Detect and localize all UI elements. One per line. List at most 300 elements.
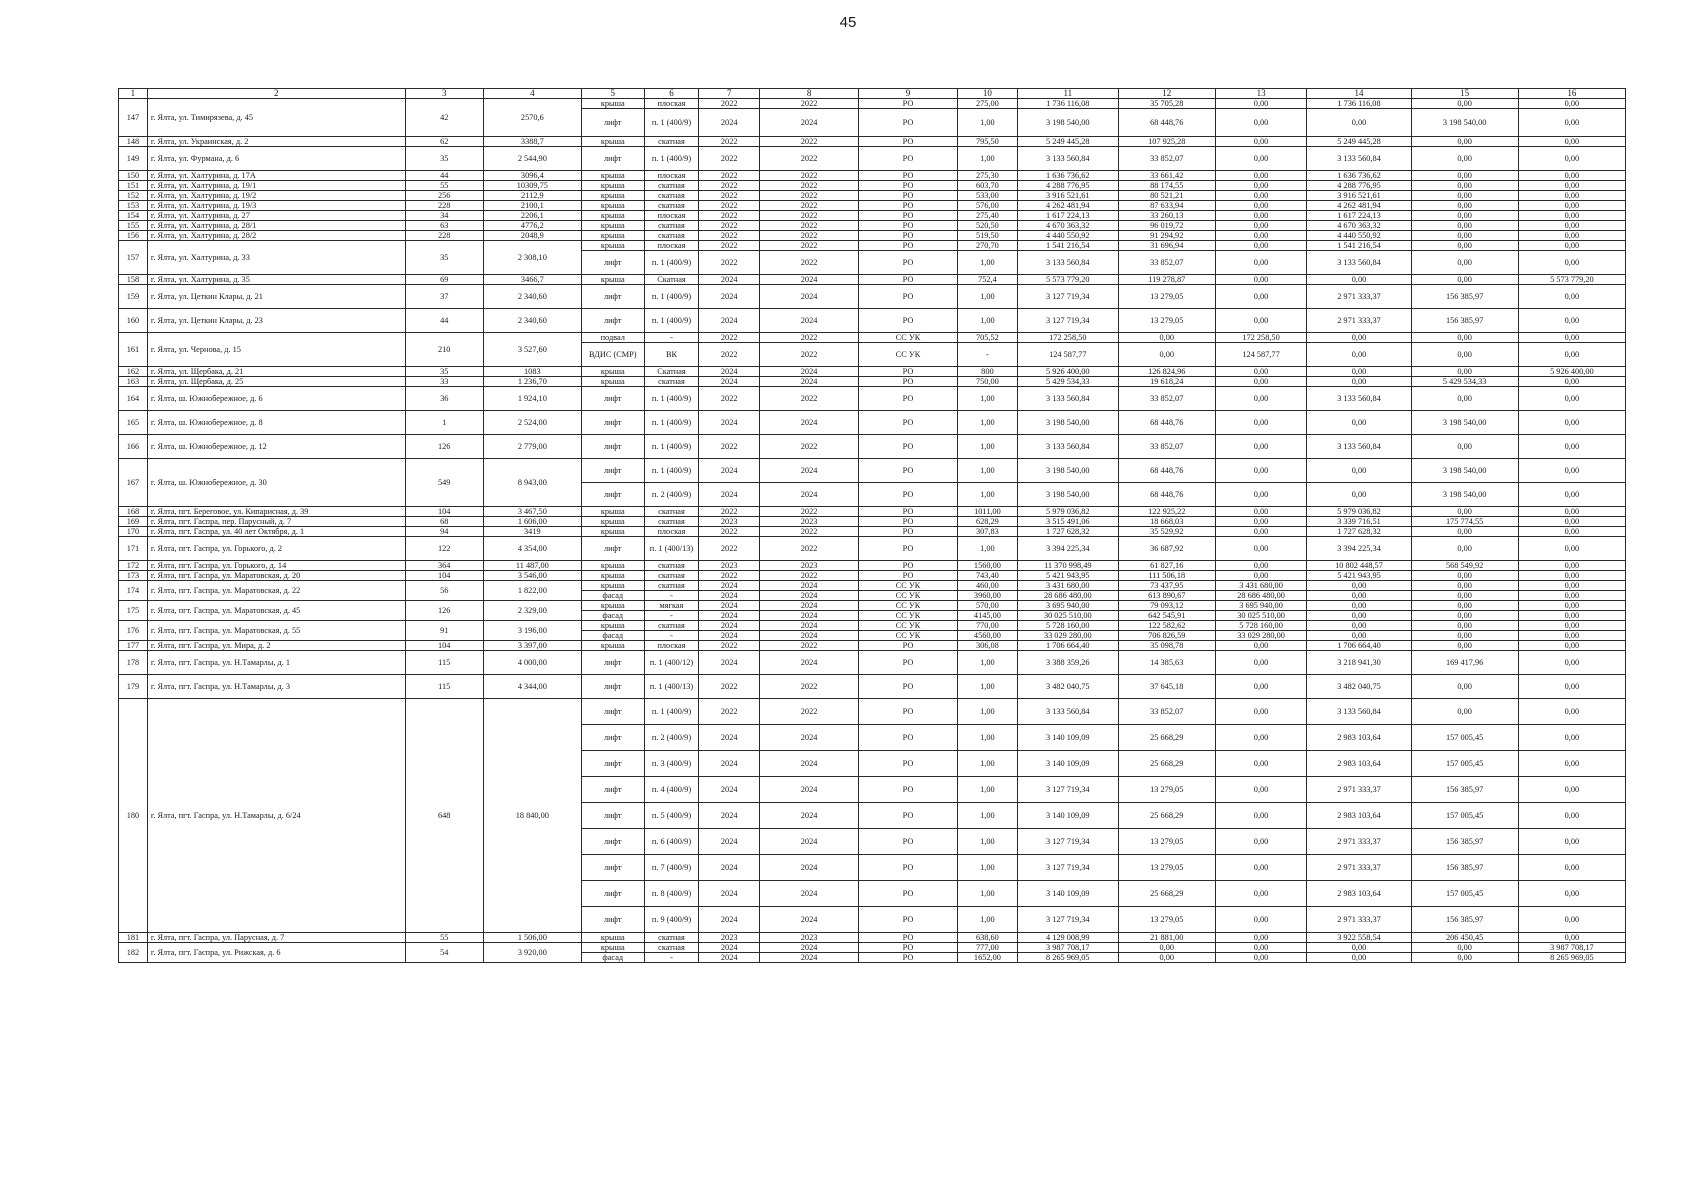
owner-funds: 0,00: [1215, 855, 1307, 881]
funding-source: РО: [859, 527, 958, 537]
funding-source: РО: [859, 221, 958, 231]
total-cost: 3 394 225,34: [1017, 537, 1118, 561]
table-row: [119, 137, 1626, 147]
column-header-15: 15: [1411, 89, 1518, 99]
address-cell: г. Ялта, пгт. Гаспра, пер. Парусный, д. 7: [147, 517, 405, 527]
year-planned: 2022: [699, 333, 760, 343]
total-cost: 33 029 280,00: [1017, 631, 1118, 641]
fund-2022: 3 133 560,84: [1307, 147, 1411, 171]
apartments-count: 549: [405, 459, 483, 507]
owner-funds: 0,00: [1215, 147, 1307, 171]
volume: 1652,00: [958, 953, 1018, 963]
fund-2023: 0,00: [1411, 333, 1518, 343]
year-actual: 2023: [760, 933, 859, 943]
funding-source: РО: [859, 181, 958, 191]
year-actual: 2024: [760, 881, 859, 907]
fund-2023: 0,00: [1411, 581, 1518, 591]
owner-funds: 0,00: [1215, 933, 1307, 943]
fund-2022: 0,00: [1307, 483, 1411, 507]
fund-2022: 10 802 448,57: [1307, 561, 1411, 571]
owner-funds: 0,00: [1215, 171, 1307, 181]
volume: 800: [958, 367, 1018, 377]
total-cost: 1 736 116,08: [1017, 99, 1118, 109]
table-row: [119, 171, 1626, 181]
year-planned: 2024: [699, 309, 760, 333]
apartments-count: 122: [405, 537, 483, 561]
column-header-6: 6: [644, 89, 699, 99]
cost-per-unit: 13 279,05: [1118, 907, 1215, 933]
apartments-count: 33: [405, 377, 483, 387]
total-cost: 124 587,77: [1017, 343, 1118, 367]
apartments-count: 35: [405, 241, 483, 275]
funding-source: РО: [859, 435, 958, 459]
work-detail: п. 1 (400/9): [644, 435, 699, 459]
funding-source: РО: [859, 251, 958, 275]
owner-funds: 0,00: [1215, 483, 1307, 507]
work-type: крыша: [581, 275, 644, 285]
work-detail: п. 1 (400/13): [644, 675, 699, 699]
owner-funds: 0,00: [1215, 561, 1307, 571]
owner-funds: 33 029 280,00: [1215, 631, 1307, 641]
fund-2024: 0,00: [1518, 631, 1625, 641]
cost-per-unit: 79 093,12: [1118, 601, 1215, 611]
year-planned: 2024: [699, 367, 760, 377]
cost-per-unit: 107 925,28: [1118, 137, 1215, 147]
work-detail: -: [644, 953, 699, 963]
apartments-count: 210: [405, 333, 483, 367]
work-detail: п. 9 (400/9): [644, 907, 699, 933]
fund-2022: 0,00: [1307, 367, 1411, 377]
funding-source: РО: [859, 459, 958, 483]
column-header-2: 2: [147, 89, 405, 99]
address-cell: г. Ялта, пгт. Гаспра, ул. Парусная, д. 7: [147, 933, 405, 943]
year-actual: 2024: [760, 377, 859, 387]
work-detail: Скатная: [644, 367, 699, 377]
year-actual: 2024: [760, 953, 859, 963]
address-cell: г. Ялта, пгт. Гаспра, ул. Маратовская, д. 45: [147, 601, 405, 621]
volume: 460,00: [958, 581, 1018, 591]
cost-per-unit: 33 852,07: [1118, 251, 1215, 275]
owner-funds: 0,00: [1215, 881, 1307, 907]
apartments-count: 104: [405, 507, 483, 517]
table-row: [119, 201, 1626, 211]
work-type: крыша: [581, 561, 644, 571]
work-type: крыша: [581, 137, 644, 147]
fund-2022: 0,00: [1307, 621, 1411, 631]
year-actual: 2022: [760, 343, 859, 367]
year-actual: 2023: [760, 517, 859, 527]
owner-funds: 172 258,50: [1215, 333, 1307, 343]
address-cell: г. Ялта, ул. Халтурина, д. 27: [147, 211, 405, 221]
address-cell: г. Ялта, ул. Халтурина, д. 28/2: [147, 231, 405, 241]
building-area: 2 779,00: [483, 435, 581, 459]
fund-2022: 1 736 116,08: [1307, 99, 1411, 109]
fund-2022: 3 916 521,61: [1307, 191, 1411, 201]
building-area: 3 920,00: [483, 943, 581, 963]
year-actual: 2024: [760, 829, 859, 855]
funding-source: РО: [859, 571, 958, 581]
work-detail: п. 1 (400/9): [644, 411, 699, 435]
table-row: [119, 571, 1626, 581]
owner-funds: 124 587,77: [1215, 343, 1307, 367]
volume: 275,40: [958, 211, 1018, 221]
owner-funds: 0,00: [1215, 507, 1307, 517]
cost-per-unit: 25 668,29: [1118, 803, 1215, 829]
owner-funds: 0,00: [1215, 829, 1307, 855]
cost-per-unit: 13 279,05: [1118, 829, 1215, 855]
year-actual: 2022: [760, 641, 859, 651]
cost-per-unit: 14 385,63: [1118, 651, 1215, 675]
repair-program-table: [118, 88, 1626, 963]
address-cell: г. Ялта, ул. Халтурина, д. 19/2: [147, 191, 405, 201]
building-area: 3 467,50: [483, 507, 581, 517]
fund-2024: 0,00: [1518, 507, 1625, 517]
fund-2023: 157 005,45: [1411, 803, 1518, 829]
year-planned: 2023: [699, 933, 760, 943]
year-planned: 2022: [699, 699, 760, 725]
year-planned: 2024: [699, 651, 760, 675]
fund-2023: 0,00: [1411, 571, 1518, 581]
cost-per-unit: 33 852,07: [1118, 387, 1215, 411]
volume: 3960,00: [958, 591, 1018, 601]
work-detail: п. 1 (400/9): [644, 699, 699, 725]
work-type: крыша: [581, 621, 644, 631]
year-planned: 2024: [699, 611, 760, 621]
owner-funds: 0,00: [1215, 137, 1307, 147]
building-area: 4 354,00: [483, 537, 581, 561]
row-number: 147: [119, 99, 148, 137]
volume: 1,00: [958, 285, 1018, 309]
total-cost: 3 133 560,84: [1017, 147, 1118, 171]
funding-source: РО: [859, 109, 958, 137]
apartments-count: 115: [405, 675, 483, 699]
table-row: [119, 181, 1626, 191]
year-planned: 2022: [699, 171, 760, 181]
owner-funds: 0,00: [1215, 191, 1307, 201]
volume: 1,00: [958, 725, 1018, 751]
row-number: 154: [119, 211, 148, 221]
year-planned: 2022: [699, 435, 760, 459]
total-cost: 1 636 736,62: [1017, 171, 1118, 181]
total-cost: 3 133 560,84: [1017, 251, 1118, 275]
owner-funds: 0,00: [1215, 275, 1307, 285]
owner-funds: 0,00: [1215, 943, 1307, 953]
total-cost: 3 133 560,84: [1017, 387, 1118, 411]
work-type: крыша: [581, 527, 644, 537]
year-actual: 2022: [760, 137, 859, 147]
table-row: [119, 601, 1626, 611]
total-cost: 3 198 540,00: [1017, 411, 1118, 435]
cost-per-unit: 18 668,03: [1118, 517, 1215, 527]
fund-2022: 3 394 225,34: [1307, 537, 1411, 561]
fund-2024: 0,00: [1518, 651, 1625, 675]
fund-2023: 0,00: [1411, 675, 1518, 699]
work-type: крыша: [581, 191, 644, 201]
owner-funds: 0,00: [1215, 201, 1307, 211]
owner-funds: 0,00: [1215, 231, 1307, 241]
column-header-3: 3: [405, 89, 483, 99]
work-detail: п. 1 (400/12): [644, 651, 699, 675]
building-area: 2048,9: [483, 231, 581, 241]
fund-2022: 5 979 036,82: [1307, 507, 1411, 517]
fund-2024: 0,00: [1518, 537, 1625, 561]
cost-per-unit: 0,00: [1118, 953, 1215, 963]
owner-funds: 0,00: [1215, 699, 1307, 725]
row-number: 175: [119, 601, 148, 621]
year-actual: 2024: [760, 483, 859, 507]
volume: 1,00: [958, 459, 1018, 483]
funding-source: РО: [859, 231, 958, 241]
work-detail: скатная: [644, 507, 699, 517]
total-cost: 3 133 560,84: [1017, 435, 1118, 459]
year-planned: 2022: [699, 641, 760, 651]
fund-2022: 0,00: [1307, 333, 1411, 343]
volume: 520,50: [958, 221, 1018, 231]
apartments-count: 68: [405, 517, 483, 527]
row-number: 150: [119, 171, 148, 181]
apartments-count: 94: [405, 527, 483, 537]
funding-source: РО: [859, 147, 958, 171]
fund-2022: 2 971 333,37: [1307, 285, 1411, 309]
fund-2023: 0,00: [1411, 621, 1518, 631]
work-type: лифт: [581, 411, 644, 435]
total-cost: 1 617 224,13: [1017, 211, 1118, 221]
work-detail: плоская: [644, 99, 699, 109]
year-planned: 2024: [699, 285, 760, 309]
cost-per-unit: 25 668,29: [1118, 751, 1215, 777]
cost-per-unit: 13 279,05: [1118, 777, 1215, 803]
total-cost: 8 265 969,05: [1017, 953, 1118, 963]
fund-2022: 2 971 333,37: [1307, 829, 1411, 855]
work-detail: п. 1 (400/9): [644, 459, 699, 483]
address-cell: г. Ялта, ул. Халтурина, д. 19/1: [147, 181, 405, 191]
work-detail: ВК: [644, 343, 699, 367]
building-area: 2 329,00: [483, 601, 581, 621]
fund-2023: 0,00: [1411, 201, 1518, 211]
table-header: [119, 89, 1626, 99]
table-row: [119, 275, 1626, 285]
work-type: крыша: [581, 99, 644, 109]
volume: 1,00: [958, 387, 1018, 411]
table-row: [119, 147, 1626, 171]
work-type: лифт: [581, 907, 644, 933]
fund-2022: 3 133 560,84: [1307, 251, 1411, 275]
apartments-count: 648: [405, 699, 483, 933]
fund-2022: 2 971 333,37: [1307, 309, 1411, 333]
fund-2022: 0,00: [1307, 631, 1411, 641]
funding-source: СС УК: [859, 591, 958, 601]
fund-2024: 0,00: [1518, 181, 1625, 191]
work-detail: плоская: [644, 171, 699, 181]
column-header-8: 8: [760, 89, 859, 99]
work-type: крыша: [581, 377, 644, 387]
total-cost: 5 421 943,95: [1017, 571, 1118, 581]
fund-2022: 0,00: [1307, 459, 1411, 483]
table-body: [119, 99, 1626, 963]
apartments-count: 54: [405, 943, 483, 963]
work-type: крыша: [581, 581, 644, 591]
fund-2023: 156 385,97: [1411, 309, 1518, 333]
building-area: 10309,75: [483, 181, 581, 191]
fund-2023: 0,00: [1411, 591, 1518, 601]
table-row: [119, 621, 1626, 631]
fund-2023: 0,00: [1411, 211, 1518, 221]
fund-2023: 0,00: [1411, 367, 1518, 377]
fund-2024: 0,00: [1518, 483, 1625, 507]
building-area: 2 544,90: [483, 147, 581, 171]
year-planned: 2024: [699, 109, 760, 137]
apartments-count: 44: [405, 309, 483, 333]
fund-2023: 0,00: [1411, 387, 1518, 411]
year-actual: 2022: [760, 99, 859, 109]
fund-2023: 0,00: [1411, 507, 1518, 517]
apartments-count: 37: [405, 285, 483, 309]
building-area: 2112,9: [483, 191, 581, 201]
work-type: подвал: [581, 333, 644, 343]
fund-2024: 0,00: [1518, 201, 1625, 211]
total-cost: 3 127 719,34: [1017, 907, 1118, 933]
work-detail: п. 1 (400/9): [644, 147, 699, 171]
owner-funds: 0,00: [1215, 459, 1307, 483]
cost-per-unit: 33 852,07: [1118, 147, 1215, 171]
table-row: [119, 527, 1626, 537]
owner-funds: 0,00: [1215, 571, 1307, 581]
work-type: крыша: [581, 367, 644, 377]
total-cost: 4 129 008,99: [1017, 933, 1118, 943]
cost-per-unit: 111 506,18: [1118, 571, 1215, 581]
volume: 1,00: [958, 751, 1018, 777]
building-area: 1 822,00: [483, 581, 581, 601]
funding-source: СС УК: [859, 631, 958, 641]
work-detail: плоская: [644, 527, 699, 537]
year-actual: 2022: [760, 537, 859, 561]
fund-2023: 0,00: [1411, 221, 1518, 231]
funding-source: РО: [859, 211, 958, 221]
volume: 1,00: [958, 109, 1018, 137]
total-cost: 3 198 540,00: [1017, 109, 1118, 137]
fund-2024: 8 265 969,05: [1518, 953, 1625, 963]
table-row: [119, 99, 1626, 109]
work-type: крыша: [581, 571, 644, 581]
work-detail: скатная: [644, 517, 699, 527]
fund-2022: 0,00: [1307, 953, 1411, 963]
fund-2023: 0,00: [1411, 611, 1518, 621]
work-type: крыша: [581, 231, 644, 241]
row-number: 164: [119, 387, 148, 411]
funding-source: РО: [859, 933, 958, 943]
fund-2024: 0,00: [1518, 377, 1625, 387]
volume: 1,00: [958, 881, 1018, 907]
total-cost: 3 388 359,26: [1017, 651, 1118, 675]
year-actual: 2024: [760, 621, 859, 631]
fund-2024: 0,00: [1518, 641, 1625, 651]
work-detail: скатная: [644, 571, 699, 581]
work-detail: п. 5 (400/9): [644, 803, 699, 829]
column-header-13: 13: [1215, 89, 1307, 99]
work-type: фасад: [581, 953, 644, 963]
work-type: крыша: [581, 641, 644, 651]
fund-2024: 0,00: [1518, 601, 1625, 611]
cost-per-unit: 36 687,92: [1118, 537, 1215, 561]
apartments-count: 56: [405, 581, 483, 601]
volume: 1,00: [958, 699, 1018, 725]
building-area: 3419: [483, 527, 581, 537]
fund-2023: 0,00: [1411, 537, 1518, 561]
funding-source: РО: [859, 751, 958, 777]
fund-2024: 0,00: [1518, 581, 1625, 591]
work-detail: скатная: [644, 943, 699, 953]
funding-source: РО: [859, 137, 958, 147]
volume: 4560,00: [958, 631, 1018, 641]
apartments-count: 256: [405, 191, 483, 201]
row-number: 160: [119, 309, 148, 333]
fund-2022: 3 133 560,84: [1307, 387, 1411, 411]
year-actual: 2022: [760, 527, 859, 537]
fund-2023: 0,00: [1411, 231, 1518, 241]
volume: -: [958, 343, 1018, 367]
fund-2023: 3 198 540,00: [1411, 483, 1518, 507]
volume: 275,00: [958, 99, 1018, 109]
year-planned: 2022: [699, 507, 760, 517]
fund-2024: 0,00: [1518, 99, 1625, 109]
table-row: [119, 211, 1626, 221]
funding-source: СС УК: [859, 611, 958, 621]
fund-2024: 0,00: [1518, 751, 1625, 777]
year-planned: 2024: [699, 621, 760, 631]
fund-2022: 1 617 224,13: [1307, 211, 1411, 221]
year-actual: 2022: [760, 675, 859, 699]
address-cell: г. Ялта, ул. Чернова, д. 15: [147, 333, 405, 367]
total-cost: 5 249 445,28: [1017, 137, 1118, 147]
apartments-count: 104: [405, 641, 483, 651]
fund-2022: 0,00: [1307, 581, 1411, 591]
work-type: крыша: [581, 241, 644, 251]
fund-2023: 3 198 540,00: [1411, 411, 1518, 435]
year-actual: 2024: [760, 285, 859, 309]
fund-2023: 157 005,45: [1411, 881, 1518, 907]
fund-2023: 156 385,97: [1411, 829, 1518, 855]
fund-2023: 3 198 540,00: [1411, 109, 1518, 137]
cost-per-unit: 33 260,13: [1118, 211, 1215, 221]
table-row: [119, 231, 1626, 241]
work-detail: п. 3 (400/9): [644, 751, 699, 777]
year-planned: 2022: [699, 251, 760, 275]
cost-per-unit: 613 890,67: [1118, 591, 1215, 601]
year-planned: 2024: [699, 943, 760, 953]
apartments-count: 63: [405, 221, 483, 231]
fund-2023: 0,00: [1411, 953, 1518, 963]
fund-2022: 2 983 103,64: [1307, 725, 1411, 751]
year-planned: 2022: [699, 387, 760, 411]
year-planned: 2022: [699, 211, 760, 221]
work-type: крыша: [581, 517, 644, 527]
apartments-count: 55: [405, 181, 483, 191]
row-number: 169: [119, 517, 148, 527]
year-actual: 2022: [760, 147, 859, 171]
work-type: крыша: [581, 171, 644, 181]
cost-per-unit: 96 019,72: [1118, 221, 1215, 231]
cost-per-unit: 61 827,16: [1118, 561, 1215, 571]
cost-per-unit: 91 294,92: [1118, 231, 1215, 241]
fund-2022: 1 727 628,32: [1307, 527, 1411, 537]
work-type: крыша: [581, 211, 644, 221]
year-actual: 2022: [760, 387, 859, 411]
cost-per-unit: 13 279,05: [1118, 285, 1215, 309]
row-number: 180: [119, 699, 148, 933]
fund-2024: 0,00: [1518, 527, 1625, 537]
year-actual: 2024: [760, 803, 859, 829]
row-number: 162: [119, 367, 148, 377]
